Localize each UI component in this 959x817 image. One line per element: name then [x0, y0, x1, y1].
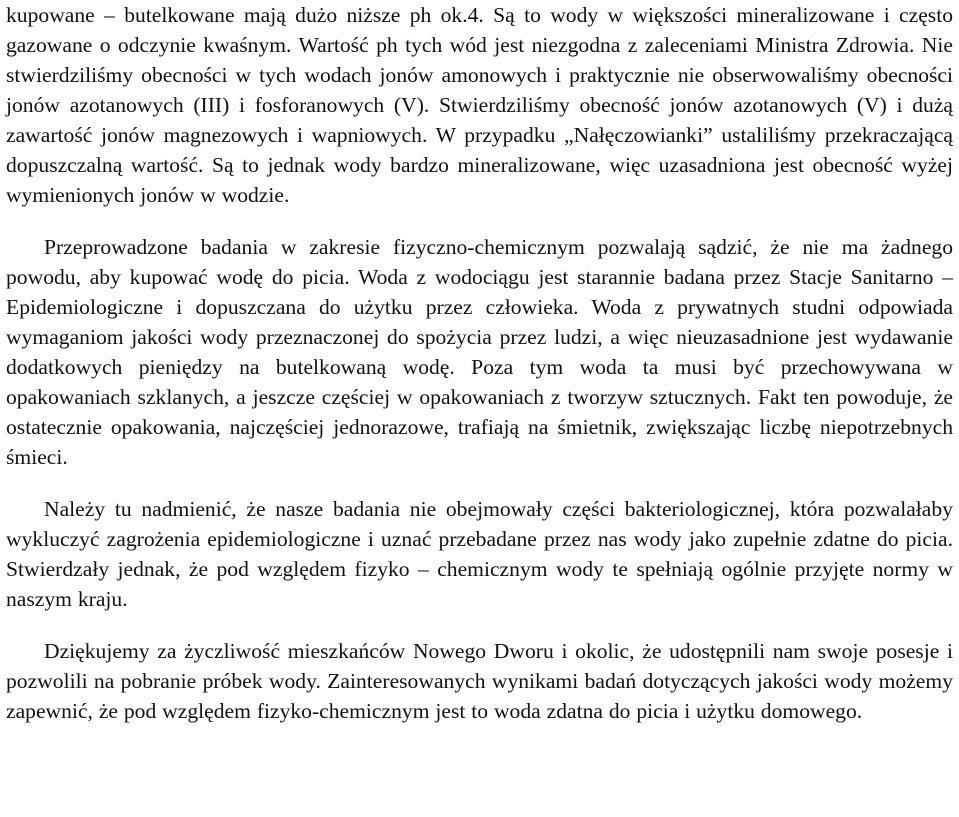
paragraph-continuation: kupowane – butelkowane mają dużo niższe ph ok.4. Są to wody w większości mineralizowane i często gazowane o odczynie kwaśnym. Wartość ph tych wód jest niezgodna z zaleceniami Ministra Zdrowia. Nie stwierdziliśmy obecności w tych wodach jonów amonowych i praktycznie nie obserwowaliśmy obecności jonów azotanowych (III) i fosforanowych (V). Stwierdziliśmy obecność jonów azotanowych (V) i dużą zawartość jonów magnezowych i wapniowych. W przypadku „Nałęczowianki” ustaliliśmy przekraczającą dopuszczalną wartość. Są to jednak wody bardzo mineralizowane, więc uzasadniona jest obecność wyżej wymienionych jonów w wodzie.	[6, 3, 953, 207]
paragraph-limitations: Należy tu nadmienić, że nasze badania nie obejmowały części bakteriologicznej, która pozwalałaby wykluczyć zagrożenia epidemiologiczne i uznać przebadane przez nas wody jako zupełnie zdatne do picia. Stwierdzały jednak, że pod względem fizyko – chemicznym wody te spełniają ogólnie przyjęte normy w naszym kraju.	[6, 497, 953, 611]
paragraph-acknowledgements: Dziękujemy za życzliwość mieszkańców Nowego Dworu i okolic, że udostępnili nam swoje posesje i pozwolili na pobranie próbek wody. Zainteresowanych wynikami badań dotyczących jakości wody możemy zapewnić, że pod względem fizyko-chemicznym jest to woda zdatna do picia i użytku domowego.	[6, 639, 953, 723]
paragraph-conclusions: Przeprowadzone badania w zakresie fizyczno-chemicznym pozwalają sądzić, że nie ma żadnego powodu, aby kupować wodę do picia. Woda z wodociągu jest starannie badana przez Stacje Sanitarno – Epidemiologiczne i dopuszczana do użytku przez człowieka. Woda z prywatnych studni odpowiada wymaganiom jakości wody przeznaczonej do spożycia przez ludzi, a więc nieuzasadnione jest wydawanie dodatkowych pieniędzy na butelkowaną wodę. Poza tym woda ta musi być przechowywana w opakowaniach szklanych, a jeszcze częściej w opakowaniach z tworzyw sztucznych. Fakt ten powoduje, że ostatecznie opakowania, najczęściej jednorazowe, trafiają na śmietnik, zwiększając liczbę niepotrzebnych śmieci.	[6, 235, 953, 469]
document-page	[6, 0, 953, 726]
